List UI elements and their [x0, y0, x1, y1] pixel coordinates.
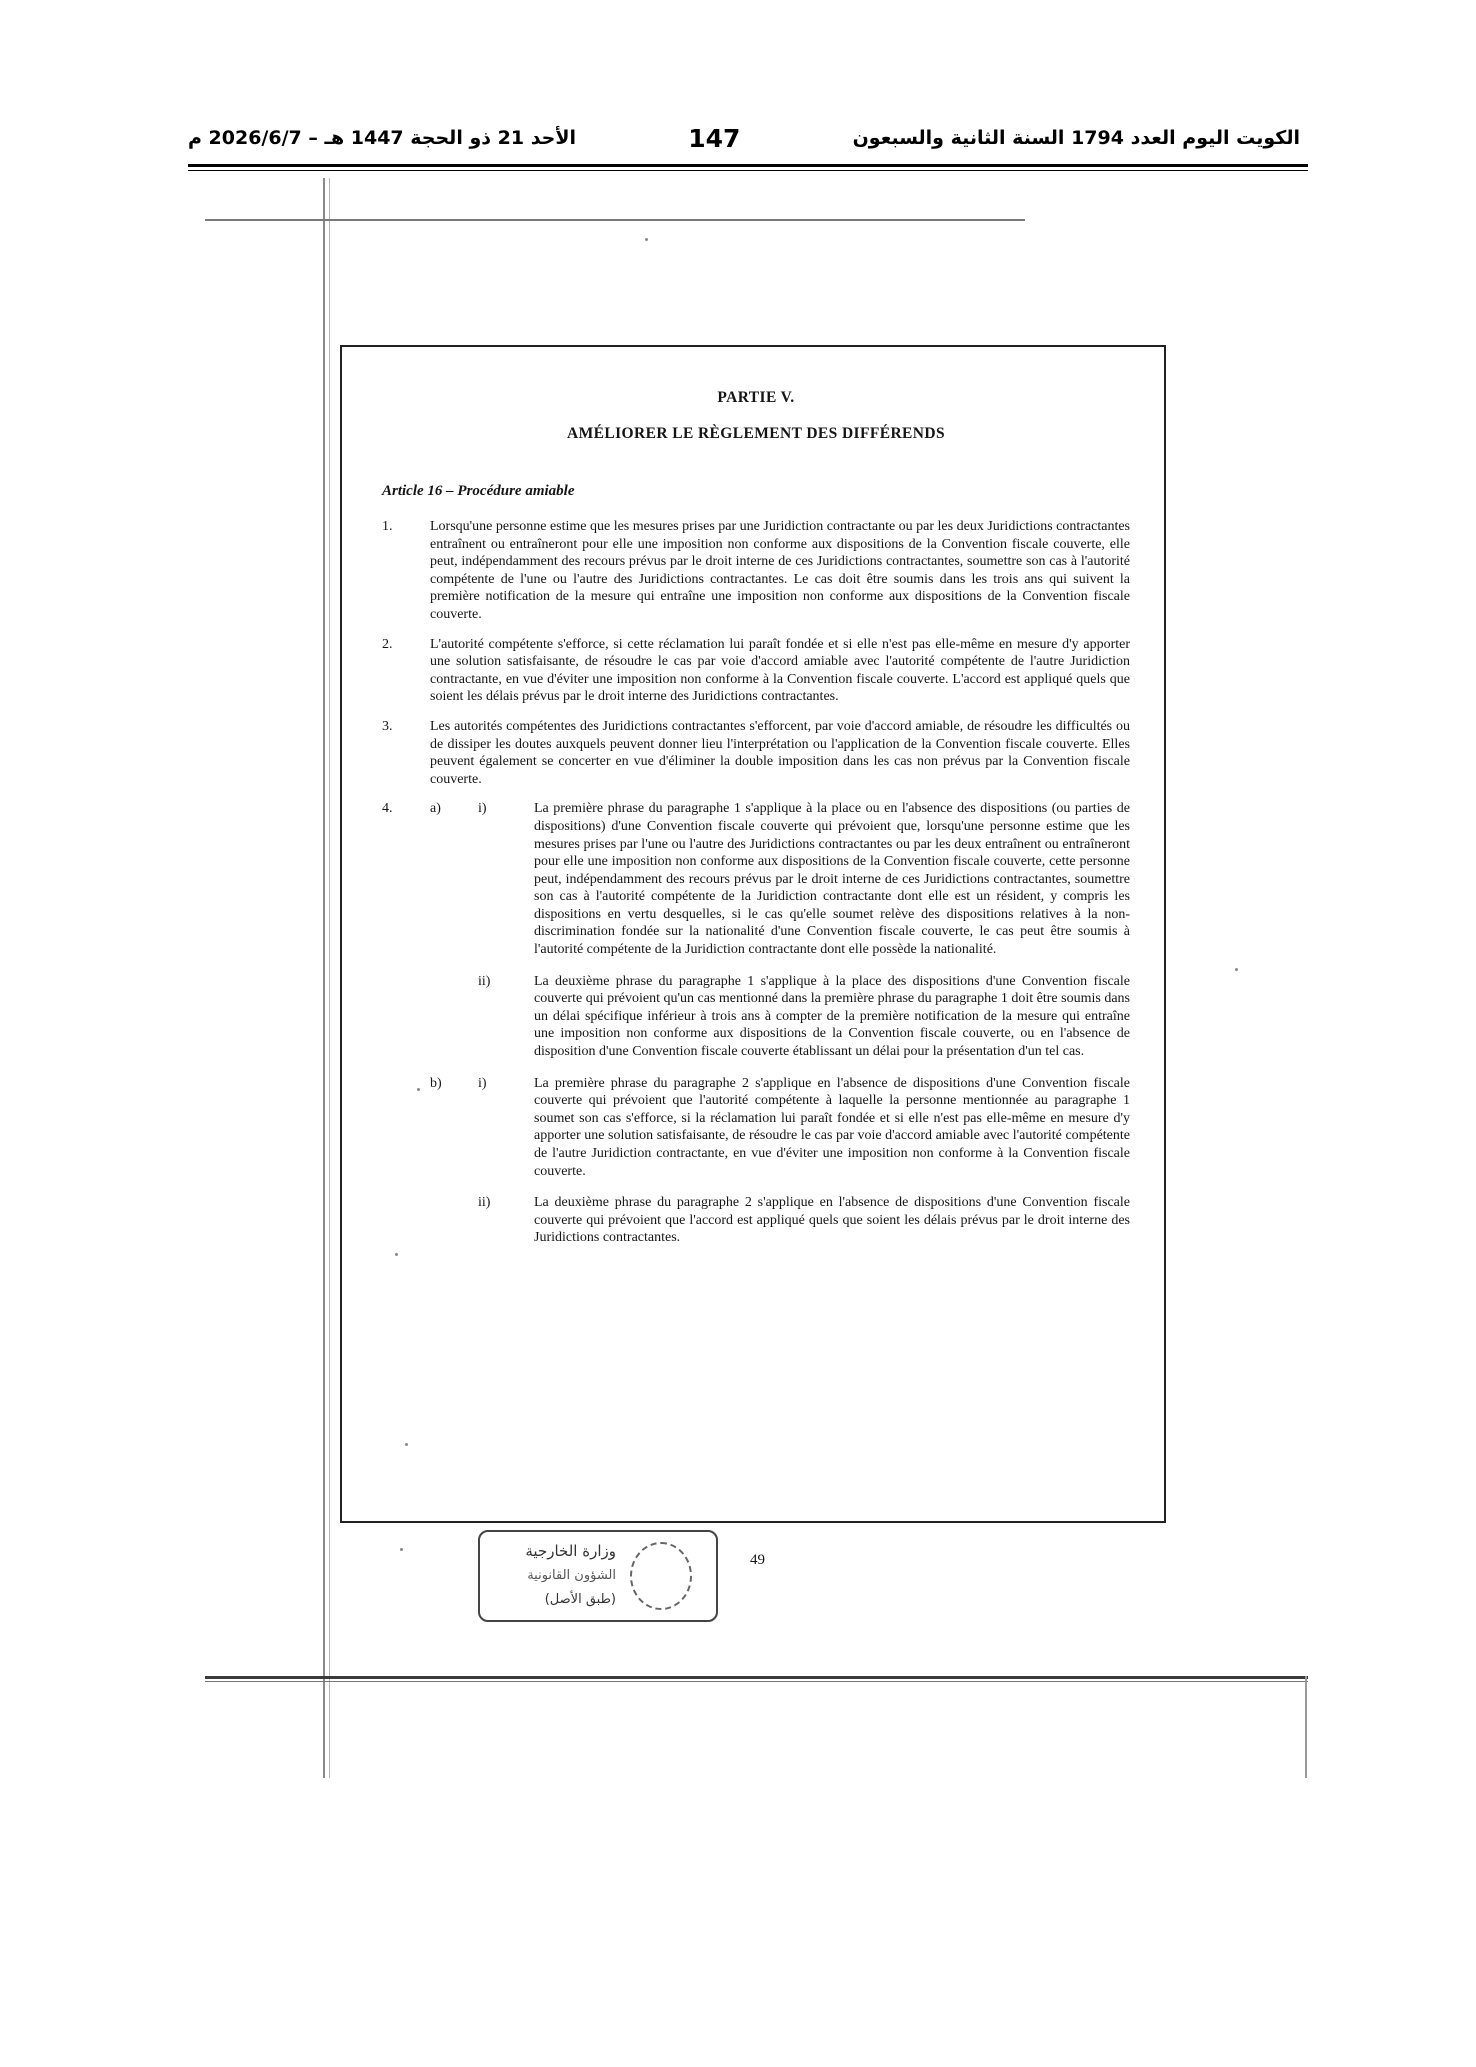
sub-roman: ii) [478, 1195, 491, 1211]
sub-text: La deuxième phrase du paragraphe 1 s'applique à la place des dispositions d'une Convention fiscale couverte qui prévoient qu'un cas mentionné dans la première phrase du paragraphe 1 doit être soumis dans un délai spécifique inférieur à trois ans à compter de la première notification de la mesure qui entraîne une imposition non conforme aux dispositions de la Convention fiscale couverte, ou en l'absence de disposition d'une Convention fiscale couverte établissant un délai pour la présentation d'un tel cas. [534, 973, 1130, 1060]
sub-letter [430, 973, 478, 1061]
header-rule-thin [188, 170, 1308, 171]
sub-paragraph [382, 1075, 1130, 1181]
scan-speck [1235, 968, 1238, 971]
gazette-header [188, 118, 1300, 158]
sub-text: La première phrase du paragraphe 2 s'applique en l'absence de dispositions d'une Convention fiscale couverte qui prévoient que l'autorité compétente à laquelle la personne mentionnée au paragraphe 1 soumet son cas s'efforce, si la réclamation lui paraît fondée et si elle n'est pas elle-même en mesure d'y apporter une solution satisfaisante, de résoudre le cas par voie d'accord amiable avec l'autorité compétente de l'autre Juridiction contractante, en vue d'éviter une imposition non conforme à la Convention fiscale couverte. [534, 1075, 1130, 1179]
paragraph-text: Lorsqu'une personne estime que les mesures prises par une Juridiction contractante ou par les deux Juridictions contractantes entraînent ou entraîneront pour elle une imposition non conforme aux dispositions de la Convention fiscale couverte, elle peut, indépendamment des recours prévus par le droit interne de ces Juridictions contractantes, soumettre son cas à l'autorité compétente de l'une ou l'autre des Juridictions contractantes. Le cas doit être soumis dans les trois ans qui suivent la première notification de la mesure qui entraîne une imposition non conforme aux dispositions de la Convention fiscale couverte. [430, 519, 1130, 622]
header-date: الأحد 21 ذو الحجة 1447 هـ – 2026/6/7 م [188, 127, 577, 149]
sub-roman: i) [478, 801, 487, 817]
scan-bottom-line-thin [205, 1681, 1308, 1682]
document-frame [340, 345, 1166, 1523]
sub-number: 4. [382, 801, 393, 817]
header-rule [188, 164, 1308, 167]
paragraph-number: 2. [382, 636, 393, 652]
sub-text: La première phrase du paragraphe 1 s'applique à la place ou en l'absence des dispositions (ou parties de dispositions) d'une Convention fiscale couverte qui prévoient que, lorsqu'une personne estime que les mesures prises par l'une ou l'autre des Juridictions contractantes ou par les deux entraînent ou entraîneront pour elle une imposition non conforme aux dispositions de la Convention fiscale couverte, cette personne peut, indépendamment des recours prévus par le droit interne de ces Juridictions contractantes, soumettre son cas à l'autorité compétente de la Juridiction contractante dont elle est un résident, y compris les dispositions en vertu desquelles, si le cas qu'elle soumet relève des dispositions relatives à la non-discrimination fondée sur la nationalité d'une Convention fiscale couverte, le cas peut être soumis à l'autorité compétente de la Juridiction contractante dont elle possède la nationalité. [534, 801, 1130, 958]
sub-letter: a) [430, 801, 441, 817]
paragraph-text: L'autorité compétente s'efforce, si cette réclamation lui paraît fondée et si elle n'est pas elle-même en mesure d'y apporter une solution satisfaisante, de résoudre le cas par voie d'accord amiable avec l'autorité compétente de l'autre Juridiction contractante, en vue d'éviter une imposition non conforme à la Convention fiscale couverte. L'accord est appliqué quels que soient les délais prévus par le droit interne des Juridictions contractantes. [430, 636, 1130, 705]
scan-top-line [205, 219, 1025, 221]
sub-paragraph [382, 1194, 1130, 1247]
partie-title: PARTIE V. [717, 389, 795, 406]
stamp-seal-icon [630, 1542, 692, 1610]
sub-roman: ii) [478, 973, 491, 989]
scan-speck [645, 238, 648, 241]
sub-number [382, 1075, 430, 1181]
stamp-line: وزارة الخارجية [525, 1542, 616, 1560]
sub-letter [430, 1194, 478, 1247]
sub-paragraph [382, 800, 1130, 958]
scan-right-edge [1305, 1676, 1307, 1778]
paragraph [382, 718, 1130, 788]
stamp-line: الشؤون القانونية [527, 1568, 616, 1583]
sub-letter: b) [430, 1075, 442, 1091]
paragraph [382, 518, 1130, 624]
section-heading: AMÉLIORER LE RÈGLEMENT DES DIFFÉRENDS [567, 425, 945, 442]
paragraph [382, 636, 1130, 706]
sub-roman: i) [478, 1075, 487, 1091]
stamp-line: (طبق الأصل) [544, 1592, 616, 1607]
sub-text: La deuxième phrase du paragraphe 2 s'applique en l'absence de dispositions d'une Convention fiscale couverte qui prévoient que l'accord est appliqué quels que soient les délais prévus par le droit interne des Juridictions contractantes. [534, 1195, 1130, 1246]
ministry-stamp [478, 1530, 718, 1622]
scan-speck [400, 1548, 403, 1551]
paragraph-number: 1. [382, 519, 393, 534]
article-title: Article 16 – Procédure amiable [382, 483, 575, 499]
scan-margin-line [323, 178, 325, 1778]
paragraph-number: 3. [382, 718, 393, 734]
inner-page-number: 49 [750, 1552, 765, 1568]
sub-paragraph [382, 973, 1130, 1061]
scan-bottom-line [205, 1676, 1308, 1679]
sub-number [382, 973, 430, 1061]
paragraph-text: Les autorités compétentes des Juridictions contractantes s'efforcent, par voie d'accord amiable, de résoudre les difficultés ou de dissiper les doutes auxquels peuvent donner lieu l'interprétation ou l'application de la Convention fiscale couverte. Elles peuvent également se concerter en vue d'éliminer la double imposition dans les cas non prévus par la Convention fiscale couverte. [430, 718, 1130, 787]
scan-margin-line-thin [329, 178, 330, 1778]
sub-number [382, 1194, 430, 1247]
header-page-number: 147 [688, 123, 741, 153]
header-issue: الكويت اليوم العدد 1794 السنة الثانية والسبعون [852, 127, 1300, 149]
